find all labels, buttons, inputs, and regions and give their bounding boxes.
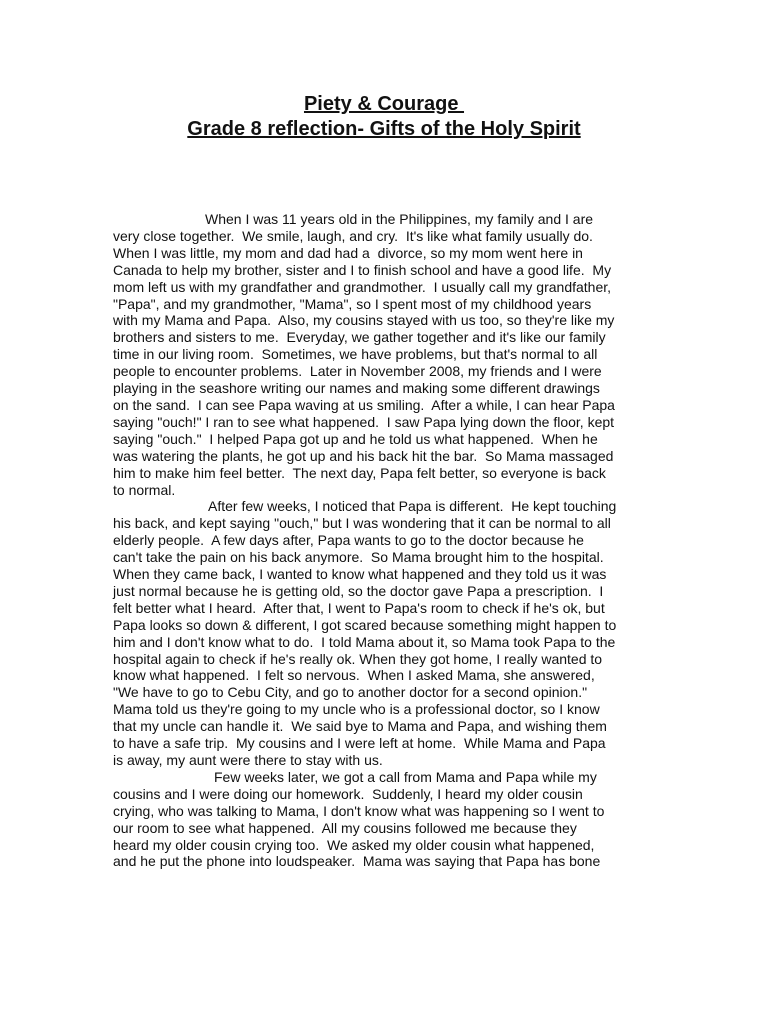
paragraph-3 <box>113 769 673 870</box>
text-line: very close together. We smile, laugh, and cry. It's like what family usually do. <box>113 227 593 244</box>
text-line: Mama told us they're going to my uncle who is a professional doctor, so I know <box>113 701 600 718</box>
text-line: just normal because he is getting old, so the doctor gave Papa a prescription. I <box>113 582 604 599</box>
text-line: him and I don't know what to do. I told Mama about it, so Mama took Papa to the <box>113 633 616 650</box>
text-line: to normal. <box>113 481 176 498</box>
text-line: people to encounter problems. Later in November 2008, my friends and I were <box>113 363 602 380</box>
paragraph-1 <box>113 211 673 498</box>
text-line: When I was little, my mom and dad had a divorce, so my mom went here in <box>113 244 583 261</box>
text-line: "Papa", and my grandmother, "Mama", so I spent most of my childhood years <box>113 295 592 312</box>
text-line: saying "ouch." I helped Papa got up and he told us what happened. When he <box>113 430 598 447</box>
text-line: hospital again to check if he's really ok. When they got home, I really wanted to <box>113 650 603 667</box>
text-line: When I was 11 years old in the Philippines, my family and I are <box>205 211 594 227</box>
text-line: Papa looks so down & different, I got scared because something might happen to <box>113 616 617 633</box>
text-line: felt better what I heard. After that, I went to Papa's room to check if he's ok, but <box>113 599 605 616</box>
text-line: "We have to go to Cebu City, and go to another doctor for a second opinion." <box>113 684 588 701</box>
text-line: know what happened. I felt so nervous. When I asked Mama, she answered, <box>113 667 595 684</box>
text-line: crying, who was talking to Mama, I don't know what was happening so I went to <box>113 802 605 819</box>
text-line: his back, and kept saying "ouch," but I was wondering that it can be normal to all <box>113 515 611 532</box>
text-line: was watering the plants, he got up and his back hit the bar. So Mama massaged <box>113 447 614 464</box>
text-line: on the sand. I can see Papa waving at us smiling. After a while, I can hear Papa <box>113 396 615 413</box>
text-line: mom left us with my grandfather and grandmother. I usually call my grandfather, <box>113 278 612 295</box>
text-line: with my Mama and Papa. Also, my cousins stayed with us too, so they're like my <box>113 312 615 329</box>
text-line: playing in the seashore writing our names and making some different drawings <box>113 380 600 397</box>
text-line: saying "ouch!" I ran to see what happened. I saw Papa lying down the floor, kept <box>113 413 615 430</box>
text-line: brothers and sisters to me. Everyday, we gather together and it's like our family <box>113 329 606 346</box>
document-body <box>113 211 673 870</box>
title-block <box>0 92 768 142</box>
text-line: When they came back, I wanted to know what happened and they told us it was <box>113 566 607 583</box>
paragraph-2 <box>113 498 673 769</box>
text-line: elderly people. A few days after, Papa wants to go to the doctor because he <box>113 532 584 549</box>
text-line: heard my older cousin crying too. We asked my older cousin what happened, <box>113 836 595 853</box>
text-line: can't take the pain on his back anymore. So Mama brought him to the hospital. <box>113 549 604 566</box>
text-line: our room to see what happened. All my cousins followed me because they <box>113 819 577 836</box>
document-title: Piety & Courage <box>303 93 465 115</box>
text-line: Few weeks later, we got a call from Mama and Papa while my <box>214 768 597 785</box>
text-line: is away, my aunt were there to stay with us. <box>113 752 383 768</box>
text-line: Canada to help my brother, sister and I to finish school and have a good life. My <box>113 261 612 278</box>
document-subtitle: Grade 8 reflection- Gifts of the Holy Spirit <box>187 118 581 140</box>
text-line: After few weeks, I noticed that Papa is different. He kept touching <box>208 498 617 515</box>
text-line: and he put the phone into loudspeaker. Mama was saying that Papa has bone <box>113 853 601 870</box>
text-line: cousins and I were doing our homework. Suddenly, I heard my older cousin <box>113 785 583 802</box>
text-line: to have a safe trip. My cousins and I were left at home. While Mama and Papa <box>113 735 606 752</box>
text-line: that my uncle can handle it. We said bye to Mama and Papa, and wishing them <box>113 718 607 735</box>
text-line: time in our living room. Sometimes, we have problems, but that's normal to all <box>113 346 598 363</box>
text-line: him to make him feel better. The next day, Papa felt better, so everyone is back <box>113 464 606 481</box>
